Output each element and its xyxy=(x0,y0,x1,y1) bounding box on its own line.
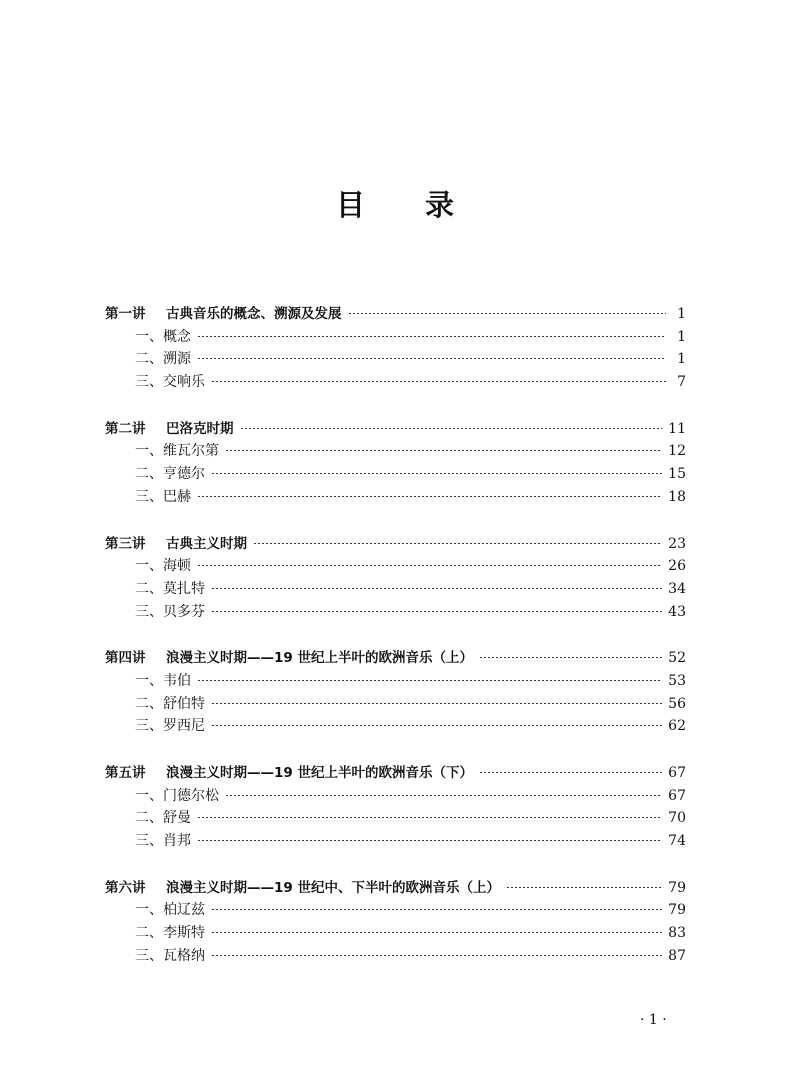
dot-leader xyxy=(479,772,662,773)
section-title: 三、瓦格纳 xyxy=(135,947,205,964)
page-number: 67 xyxy=(668,765,686,781)
page-number: 70 xyxy=(668,810,686,827)
section-title: 二、李斯特 xyxy=(135,925,205,942)
chapter-title: 浪漫主义时期——19 世纪上半叶的欧洲音乐（上） xyxy=(166,650,473,667)
dot-leader xyxy=(348,313,667,314)
chapter-title: 巴洛克时期 xyxy=(166,420,234,437)
section-entry[interactable] xyxy=(105,945,686,968)
dot-leader xyxy=(240,428,663,429)
dot-leader xyxy=(211,473,662,474)
chapter-entry[interactable] xyxy=(105,303,686,326)
page-number: 26 xyxy=(668,558,686,575)
chapter-title: 古典音乐的概念、溯源及发展 xyxy=(166,306,342,322)
dot-leader xyxy=(225,795,662,796)
section-title: 二、亨德尔 xyxy=(135,466,205,483)
chapter-entry[interactable] xyxy=(105,647,686,670)
section-title: 一、海顿 xyxy=(135,558,191,575)
section-title: 二、溯源 xyxy=(135,351,191,368)
page-number: 7 xyxy=(677,374,686,391)
page-number: 52 xyxy=(668,650,686,667)
dot-leader xyxy=(197,358,666,359)
section-entry[interactable] xyxy=(105,555,686,578)
chapter-entry[interactable] xyxy=(105,418,686,441)
dot-leader xyxy=(197,817,662,818)
section-entry[interactable] xyxy=(105,807,686,830)
page-number: 62 xyxy=(668,718,686,735)
chapter-title: 古典主义时期 xyxy=(166,535,247,552)
page-number: 12 xyxy=(668,443,686,460)
page-number: 15 xyxy=(668,466,686,483)
page-number: 79 xyxy=(668,879,686,896)
chapter-3 xyxy=(105,533,686,624)
dot-leader xyxy=(479,657,662,658)
section-title: 一、概念 xyxy=(135,328,191,345)
section-entry[interactable] xyxy=(105,348,686,371)
dot-leader xyxy=(197,336,666,337)
section-entry[interactable] xyxy=(105,693,686,716)
chapter-4 xyxy=(105,647,686,738)
chapter-1 xyxy=(105,303,686,394)
chapter-entry[interactable] xyxy=(105,533,686,556)
section-entry[interactable] xyxy=(105,785,686,808)
section-title: 一、维瓦尔第 xyxy=(135,443,219,460)
chapter-entry[interactable] xyxy=(105,762,686,785)
section-title: 二、舒曼 xyxy=(135,810,191,827)
page-number: 1 xyxy=(677,306,686,322)
section-title: 三、肖邦 xyxy=(135,833,191,850)
dot-leader xyxy=(211,381,666,382)
title-char-1: 目 xyxy=(335,188,365,222)
page-number: 23 xyxy=(668,535,686,552)
page-number: 43 xyxy=(668,603,686,620)
dot-leader xyxy=(506,887,662,888)
page-number: 34 xyxy=(668,580,686,597)
section-entry[interactable] xyxy=(105,440,686,463)
title-char-2: 录 xyxy=(425,188,455,222)
dot-leader xyxy=(197,680,662,681)
dot-leader xyxy=(211,611,662,612)
chapter-number: 第五讲 xyxy=(105,765,146,781)
section-title: 一、韦伯 xyxy=(135,672,191,689)
page-number: 87 xyxy=(668,947,686,964)
dot-leader xyxy=(211,588,662,589)
dot-leader xyxy=(197,496,662,497)
page-number: 67 xyxy=(668,787,686,804)
section-entry[interactable] xyxy=(105,486,686,509)
chapter-title: 浪漫主义时期——19 世纪中、下半叶的欧洲音乐（上） xyxy=(166,879,500,896)
table-of-contents xyxy=(105,303,686,992)
page-number: 53 xyxy=(668,672,686,689)
section-entry[interactable] xyxy=(105,670,686,693)
page-number: 79 xyxy=(668,902,686,919)
section-entry[interactable] xyxy=(105,922,686,945)
chapter-5 xyxy=(105,762,686,853)
section-entry[interactable] xyxy=(105,899,686,922)
section-entry[interactable] xyxy=(105,601,686,624)
page-number: 56 xyxy=(668,695,686,712)
chapter-number: 第二讲 xyxy=(105,420,146,437)
page-footer-number: · 1 · xyxy=(640,1012,667,1028)
dot-leader xyxy=(225,450,662,451)
section-title: 三、罗西尼 xyxy=(135,718,205,735)
chapter-entry[interactable] xyxy=(105,877,686,900)
page-number: 1 xyxy=(677,351,686,368)
dot-leader xyxy=(211,725,662,726)
page-number: 1 xyxy=(677,328,686,345)
chapter-number: 第三讲 xyxy=(105,535,146,552)
dot-leader xyxy=(253,543,662,544)
section-title: 一、柏辽兹 xyxy=(135,902,205,919)
section-entry[interactable] xyxy=(105,326,686,349)
section-title: 三、贝多芬 xyxy=(135,603,205,620)
chapter-title: 浪漫主义时期——19 世纪上半叶的欧洲音乐（下） xyxy=(166,765,473,781)
chapter-number: 第一讲 xyxy=(105,306,146,322)
section-title: 二、舒伯特 xyxy=(135,695,205,712)
dot-leader xyxy=(211,703,662,704)
section-entry[interactable] xyxy=(105,715,686,738)
page-number: 11 xyxy=(668,420,686,437)
page-title xyxy=(0,183,790,224)
section-entry[interactable] xyxy=(105,371,686,394)
dot-leader xyxy=(197,840,662,841)
dot-leader xyxy=(197,565,662,566)
page-number: 74 xyxy=(668,833,686,850)
section-title: 三、交响乐 xyxy=(135,374,205,391)
section-title: 三、巴赫 xyxy=(135,488,191,505)
section-title: 一、门德尔松 xyxy=(135,787,219,804)
dot-leader xyxy=(211,909,662,910)
section-entry[interactable] xyxy=(105,578,686,601)
chapter-2 xyxy=(105,418,686,509)
chapter-number: 第六讲 xyxy=(105,879,146,896)
page-number: 83 xyxy=(668,925,686,942)
page-number: 18 xyxy=(668,488,686,505)
dot-leader xyxy=(211,932,662,933)
section-entry[interactable] xyxy=(105,463,686,486)
section-title: 二、莫扎特 xyxy=(135,580,205,597)
chapter-number: 第四讲 xyxy=(105,650,146,667)
chapter-6 xyxy=(105,877,686,968)
dot-leader xyxy=(211,955,662,956)
section-entry[interactable] xyxy=(105,830,686,853)
